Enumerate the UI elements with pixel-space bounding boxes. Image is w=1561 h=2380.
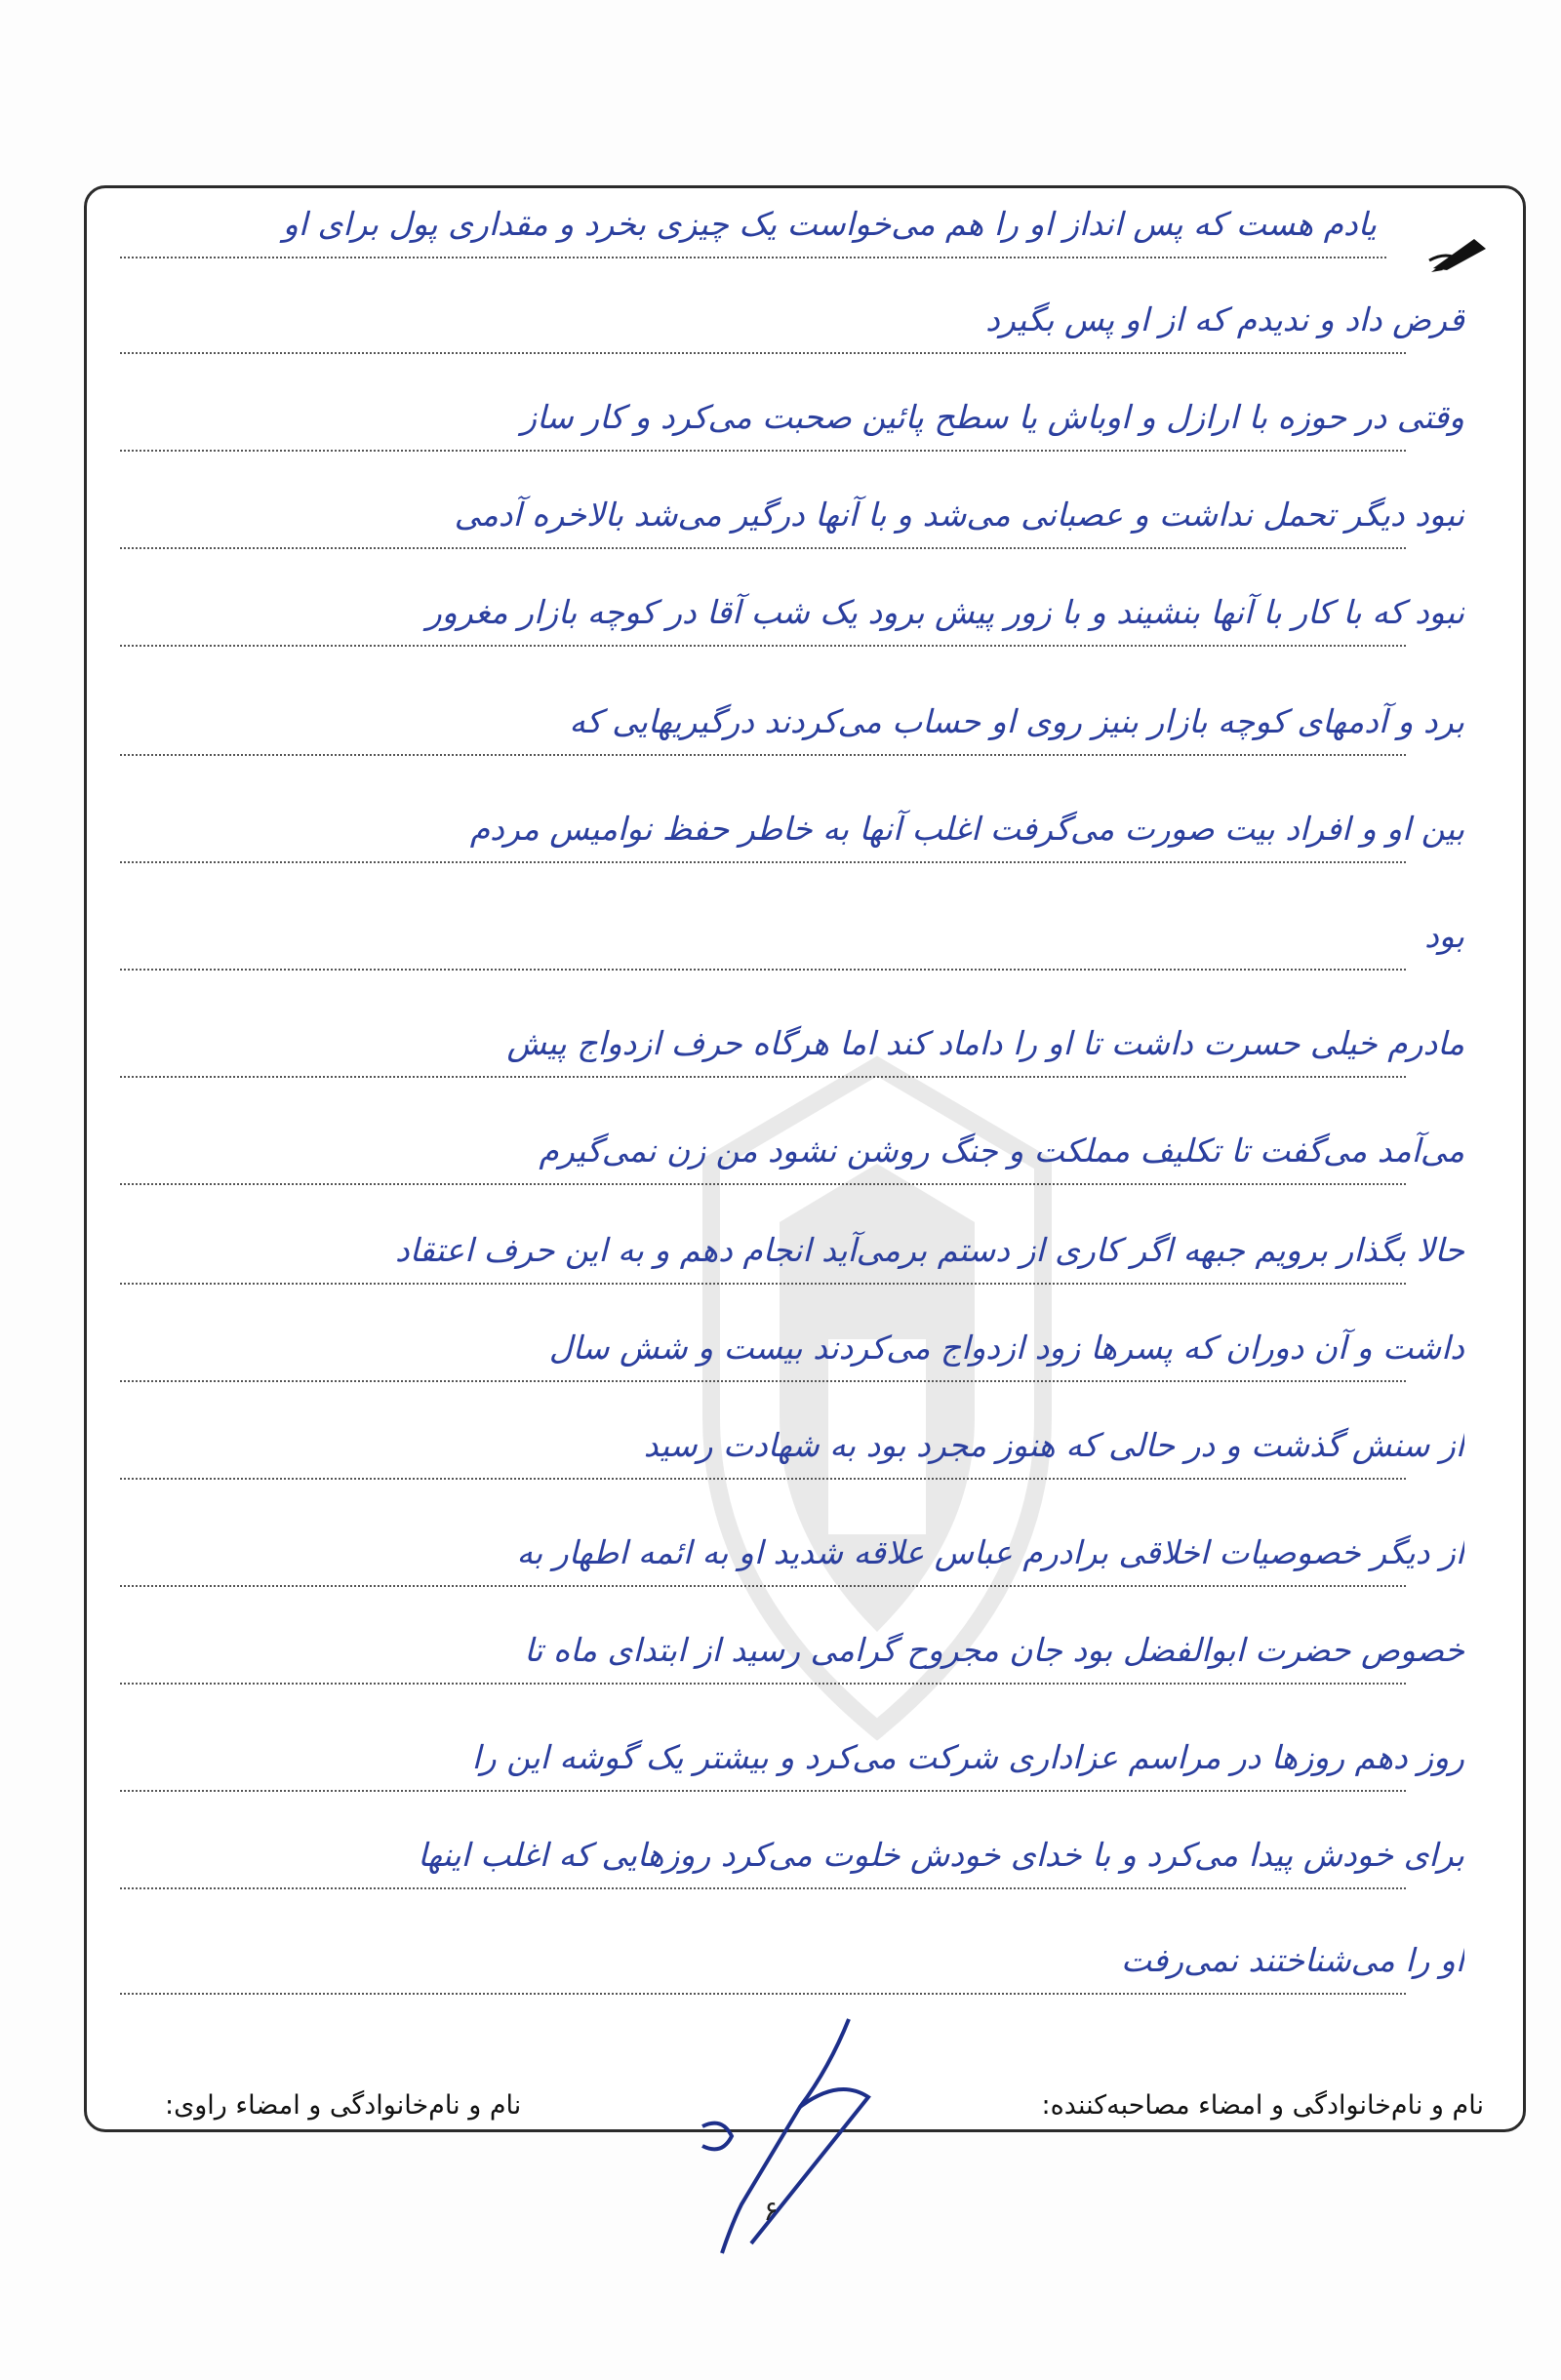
handwritten-line: او را می‌شناختند نمی‌رفت: [1120, 1941, 1464, 1979]
handwritten-line: برد و آدمهای کوچه بازار بنیز روی او حساب می‌کردند درگیریهایی که: [569, 702, 1464, 740]
handwritten-line: از دیگر خصوصیات اخلاقی برادرم عباس علاقه شدید او به ائمه اطهار به: [516, 1533, 1464, 1571]
handwritten-line: روز دهم روزها در مراسم عزاداری شرکت می‌کرد و بیشتر یک گوشه این را: [471, 1738, 1464, 1776]
handwritten-line: یادم هست که پس انداز او را هم می‌خواست یک چیزی بخرد و مقداری پول برای او: [282, 205, 1377, 243]
handwritten-line: بین او و افراد بیت صورت می‌گرفت اغلب آنها به خاطر حفظ نوامیس مردم: [469, 810, 1464, 848]
interviewer-signature-label: نام و نام‌خانوادگی و امضاء مصاحبه‌کننده:: [1041, 2090, 1484, 2121]
handwritten-line: می‌آمد می‌گفت تا تکلیف مملکت و جنگ روشن نشود من زن نمی‌گیرم: [539, 1131, 1464, 1170]
handwritten-line: برای خودش پیدا می‌کرد و با خدای خودش خلوت می‌کرد روزهایی که اغلب اینها: [418, 1836, 1464, 1874]
page-number: ۶: [763, 2195, 779, 2227]
handwritten-line: از سنش گذشت و در حالی که هنوز مجرد بود به شهادت رسید: [643, 1426, 1464, 1464]
page-frame: [84, 185, 1526, 2132]
handwritten-line: نبود دیگر تحمل نداشت و عصبانی می‌شد و با آنها درگیر می‌شد بالاخره آدمی: [454, 496, 1464, 534]
handwritten-line: وقتی در حوزه با ارازل و اوباش یا سطح پائین صحبت می‌کرد و کار ساز: [521, 398, 1464, 436]
handwritten-line: داشت و آن دوران که پسرها زود ازدواج می‌کردند بیست و شش سال: [548, 1329, 1464, 1367]
handwritten-line: حالا بگذار برویم جبهه اگر کاری از دستم برمی‌آید انجام دهم و به این حرف اعتقاد: [395, 1231, 1464, 1269]
handwritten-text: [120, 188, 1464, 2129]
handwritten-line: قرض داد و ندیدم که از او پس بگیرد: [985, 300, 1464, 338]
handwritten-line: بود: [1424, 917, 1464, 955]
handwritten-signature-icon: [683, 2009, 937, 2263]
handwritten-line: نبود که با کار با آنها بنشیند و با زور پیش برود یک شب آقا در کوچه بازار مغرور: [425, 593, 1464, 631]
handwritten-line: خصوص حضرت ابوالفضل بود جان مجروح گرامی رسید از ابتدای ماه تا: [524, 1631, 1464, 1669]
handwritten-line: مادرم خیلی حسرت داشت تا او را داماد کند اما هرگاه حرف ازدواج پیش: [506, 1024, 1464, 1062]
narrator-signature-label: نام و نام‌خانوادگی و امضاء راوی:: [165, 2090, 522, 2121]
